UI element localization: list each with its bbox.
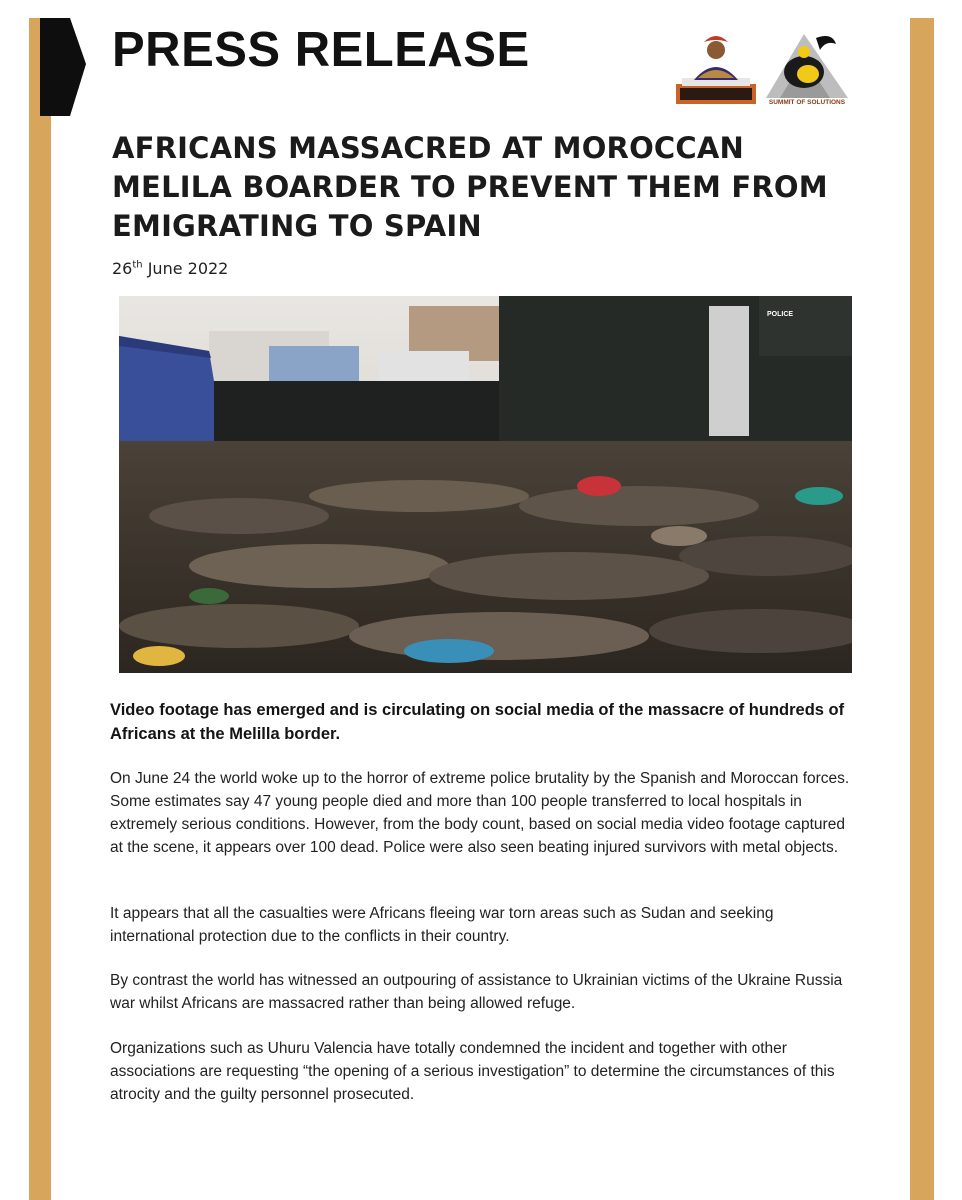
portrait-logo-icon — [676, 36, 756, 104]
page-title: PRESS RELEASE — [112, 23, 530, 77]
right-accent-bar — [910, 18, 934, 1200]
date-suffix: th — [132, 259, 143, 271]
left-accent-bar — [29, 18, 51, 1200]
body-paragraph-2: It appears that all the casualties were Africans fleeing war torn areas such as Sudan and seeking international protection due to the conflicts in their country. — [110, 905, 774, 945]
body-paragraph-1: On June 24 the world woke up to the horror of extreme police brutality by the Spanish and Moroccan forces. Some estimates say 47 young people died and more than 100 people transferred to local hospitals in extremely serious conditions. However, from the body count, based on social media video footage captured at the scene, it appears over 100 dead. Police were also seen beating injured survivors with metal objects. — [110, 770, 850, 856]
body-paragraph-4: Organizations such as Uhuru Valencia have totally condemned the incident and together with other associations are requesting “the opening of a serious investigation” to determine the circumstances of this atrocity and the guilty personnel prosecuted. — [110, 1040, 835, 1103]
date-rest: June 2022 — [142, 259, 229, 278]
date-day: 26 — [112, 259, 133, 278]
summit-of-solutions-logo-icon — [766, 34, 848, 98]
header-tab-marker — [40, 18, 86, 116]
headline: AFRICANS MASSACRED AT MOROCCAN MELILA BOARDER TO PREVENT THEM FROM EMIGRATING TO SPAIN — [112, 131, 828, 243]
body-paragraph-3: By contrast the world has witnessed an outpouring of assistance to Ukrainian victims of the Ukraine Russia war whilst Africans are massacred rather than being allowed refuge. — [110, 972, 843, 1012]
border-scene-photo — [119, 296, 852, 673]
lede-paragraph: Video footage has emerged and is circulating on social media of the massacre of hundreds of Africans at the Melilla border. — [110, 701, 845, 743]
release-date — [112, 259, 228, 278]
police-sign-text: POLICE — [767, 311, 794, 318]
logo-caption: SUMMIT OF SOLUTIONS — [768, 99, 846, 106]
